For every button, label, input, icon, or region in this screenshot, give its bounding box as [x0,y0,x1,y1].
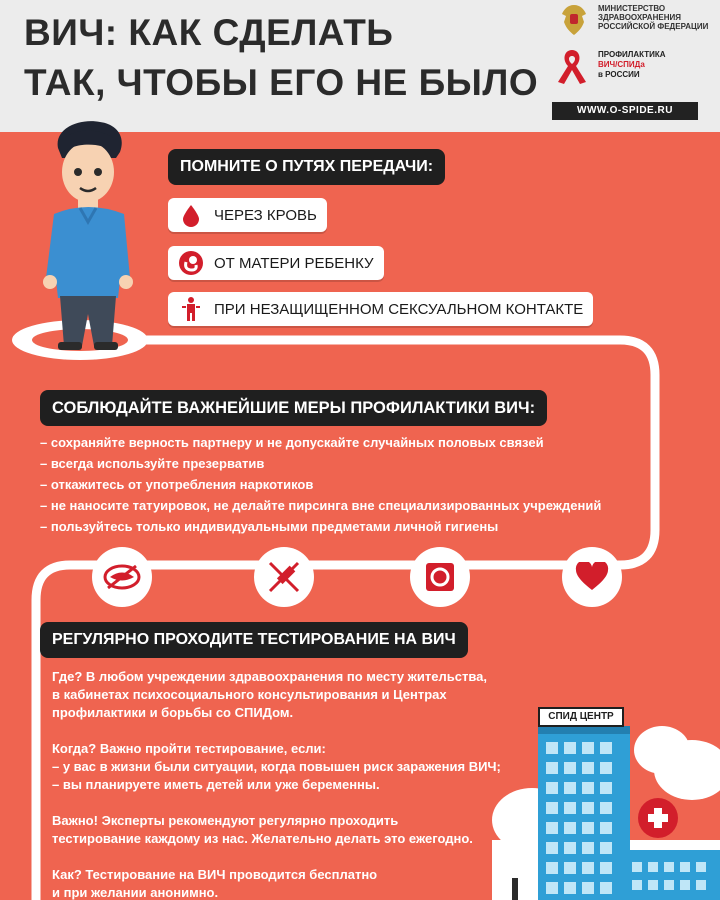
text-line: и при желании анонимно. [52,885,219,900]
transmission-item-mother [168,246,384,280]
man-illustration [40,118,140,358]
prevention-heading: СОБЛЮДАЙТЕ ВАЖНЕЙШИЕ МЕРЫ ПРОФИЛАКТИКИ ВИЧ: [40,390,547,426]
testing-important [52,812,512,848]
testing-heading: РЕГУЛЯРНО ПРОХОДИТЕ ТЕСТИРОВАНИЕ НА ВИЧ [40,622,468,658]
website-link[interactable]: WWW.O-SPIDE.RU [552,102,698,120]
testing-when [52,740,512,794]
transmission-heading: ПОМНИТЕ О ПУТЯХ ПЕРЕДАЧИ: [168,149,445,185]
text-line: в кабинетах психосоциального консультирования и Центрах [52,687,447,702]
ministry-line-1: МИНИСТЕРСТВО [598,4,666,13]
building-sign: СПИД ЦЕНТР [538,707,624,727]
condom-icon [410,547,470,607]
list-item: – откажитесь от употребления наркотиков [40,477,314,492]
text-line: – у вас в жизни были ситуации, когда повышен риск заражения ВИЧ; [52,759,501,774]
testing-how [52,866,512,900]
list-item: – не наносите татуировок, не делайте пирсинга вне специализированных учреждений [40,498,602,513]
title-line-1: ВИЧ: КАК СДЕЛАТЬ [24,12,394,53]
aids-line-1: ПРОФИЛАКТИКА [598,50,666,59]
transmission-item-blood [168,198,327,232]
ministry-line-3: РОССИЙСКОЙ ФЕДЕРАЦИИ [598,22,709,31]
list-item: – всегда используйте презерватив [40,456,265,471]
text-line: профилактики и борьбы со СПИДом. [52,705,294,720]
text-line: Где? В любом учреждении здравоохранения по месту жительства, [52,669,487,684]
text-line: Как? Тестирование на ВИЧ проводится бесплатно [52,867,378,882]
text-line: – вы планируете иметь детей или уже беременны. [52,777,380,792]
prevention-list [40,432,601,537]
transmission-item-label: ПРИ НЕЗАЩИЩЕННОМ СЕКСУАЛЬНОМ КОНТАКТЕ [214,300,584,318]
aids-line-3: в РОССИИ [598,70,640,79]
text-line: тестирование каждому из нас. Желательно делать это ежегодно. [52,831,473,846]
heart-icon [562,547,622,607]
ministry-line-2: ЗДРАВООХРАНЕНИЯ [598,13,681,22]
testing-info [52,668,512,900]
fetus-icon [178,250,204,276]
title-line-2: ТАК, ЧТОБЫ ЕГО НЕ БЫЛО [24,62,539,103]
text-line: Когда? Важно пройти тестирование, если: [52,741,326,756]
text-line: Важно! Эксперты рекомендуют регулярно проходить [52,813,399,828]
transmission-item-label: ЧЕРЕЗ КРОВЬ [214,206,317,224]
lips-icon [92,547,152,607]
testing-where [52,668,512,722]
sexual-contact-icon [178,296,204,322]
list-item: – пользуйтесь только индивидуальными предметами личной гигиены [40,519,499,534]
no-syringe-icon [254,547,314,607]
transmission-item-label: ОТ МАТЕРИ РЕБЕНКУ [214,254,374,272]
aids-line-2: ВИЧ/СПИДа [598,60,645,69]
transmission-item-sexual [168,292,593,326]
blood-drop-icon [178,202,204,228]
list-item: – сохраняйте верность партнеру и не допускайте случайных половых связей [40,435,544,450]
